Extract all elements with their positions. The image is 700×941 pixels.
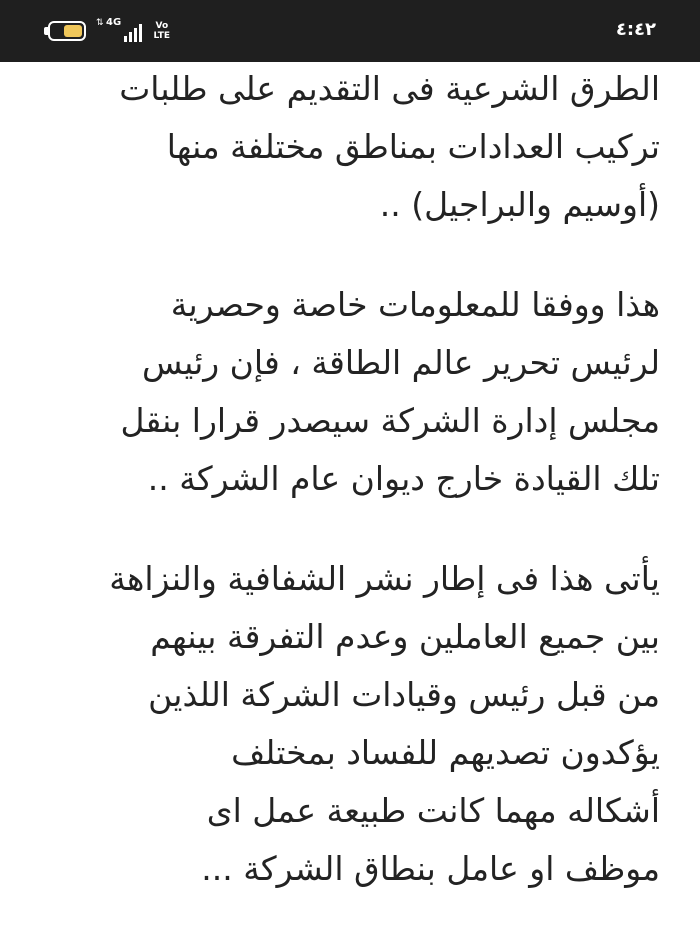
status-icons [44,18,170,44]
article-paragraph [20,550,660,898]
data-arrows-icon: ⇅ [96,18,104,28]
article-text-line: هذا ووفقا للمعلومات خاصة وحصرية [170,285,660,324]
status-clock: ٤:٤٢ [615,19,656,40]
article-text-line: الطرق الشرعية فى التقديم على طلبات [119,69,660,108]
article-text-line: تلك القيادة خارج ديوان عام الشركة .. [147,459,660,498]
article-text-line: (أوسيم والبراجيل) .. [379,185,660,224]
article-text-line: موظف او عامل بنطاق الشركة ... [201,849,660,888]
article-text-line: من قبل رئيس وقيادات الشركة اللذين [148,675,660,714]
status-bar [0,0,700,62]
volte-bottom-label: LTE [153,31,171,41]
article-paragraph [20,60,660,234]
article-text-line: تركيب العدادات بمناطق مختلفة منها [166,127,660,166]
volte-top-label: Vo [155,21,169,31]
volte-icon [154,21,171,41]
article-text-line: يأتى هذا فى إطار نشر الشفافية والنزاهة [109,559,660,598]
network-type-label: 4G [106,17,122,28]
battery-level [64,25,82,37]
article-text-line: أشكاله مهما كانت طبيعة عمل اى [206,791,660,830]
cellular-signal-icon [96,17,142,42]
article-body [20,60,660,940]
article-text-line: يؤكدون تصديهم للفساد بمختلف [231,733,660,772]
article-text-line: لرئيس تحرير عالم الطاقة ، فإن رئيس [142,343,660,382]
article-text-line: مجلس إدارة الشركة سيصدر قرارا بنقل [120,401,660,440]
article-paragraph [20,276,660,508]
battery-icon [48,21,86,41]
signal-bars-icon [124,22,142,42]
article-text-line: بين جميع العاملين وعدم التفرقة بينهم [150,617,660,656]
